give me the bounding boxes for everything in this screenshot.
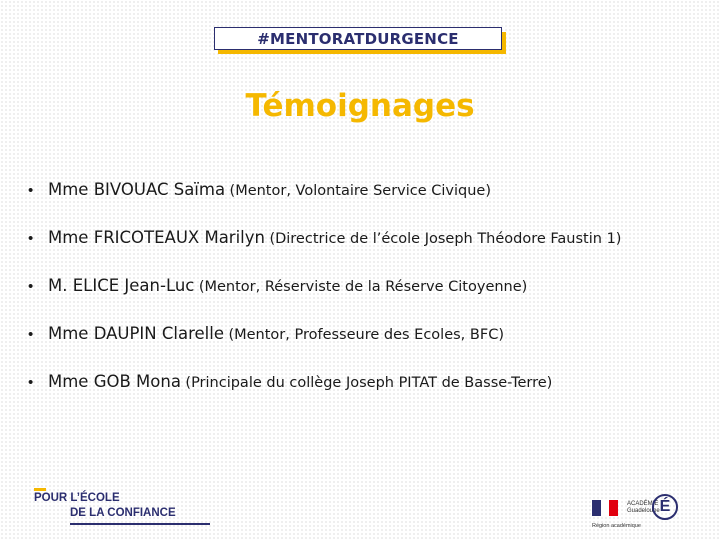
bullet: • [28,374,34,391]
person-name: Mme FRICOTEAUX Marilyn [48,228,265,247]
person-role: (Mentor, Professeure des Ecoles, BFC) [228,327,504,343]
person-name: Mme BIVOUAC Saïma [48,180,226,199]
academie-logo [590,490,690,536]
list-item [28,178,718,226]
testimonials-list [28,178,718,418]
bullet: • [28,326,34,343]
marianne-flag-icon [592,500,618,516]
logo-accent-bar [34,488,46,491]
list-item [28,370,718,418]
bullet: • [28,278,34,295]
list-item [28,274,718,322]
person-name: M. ELICE Jean-Luc [48,276,195,295]
banner-text: #MENTORATDURGENCE [257,29,459,48]
person-role: (Principale du collège Joseph PITAT de Basse-Terre) [185,375,553,391]
person-role: (Mentor, Réserviste de la Réserve Citoyenne) [198,279,528,295]
list-item [28,322,718,370]
academie-emblem-icon: É [652,494,678,520]
hashtag-banner [214,27,506,54]
person-role: (Mentor, Volontaire Service Civique) [229,183,492,199]
region-label: Région académique [592,523,641,529]
bullet: • [28,230,34,247]
slide-title: Témoignages [245,88,475,124]
banner-box [214,27,502,50]
person-name: Mme GOB Mona [48,372,181,391]
academie-line-1: ACADÉMIE [627,501,659,507]
list-item [28,226,718,274]
person-role: (Directrice de l’école Joseph Théodore Faustin 1) [269,231,622,247]
logo-line-2: DE LA CONFIANCE [70,507,176,519]
bullet: • [28,182,34,199]
logo-line-1: POUR L’ÉCOLE [34,492,120,504]
academie-line-2: Guadeloupe [627,508,660,514]
person-name: Mme DAUPIN Clarelle [48,324,224,343]
logo-underline [70,523,210,525]
ecole-confiance-logo [32,488,182,528]
